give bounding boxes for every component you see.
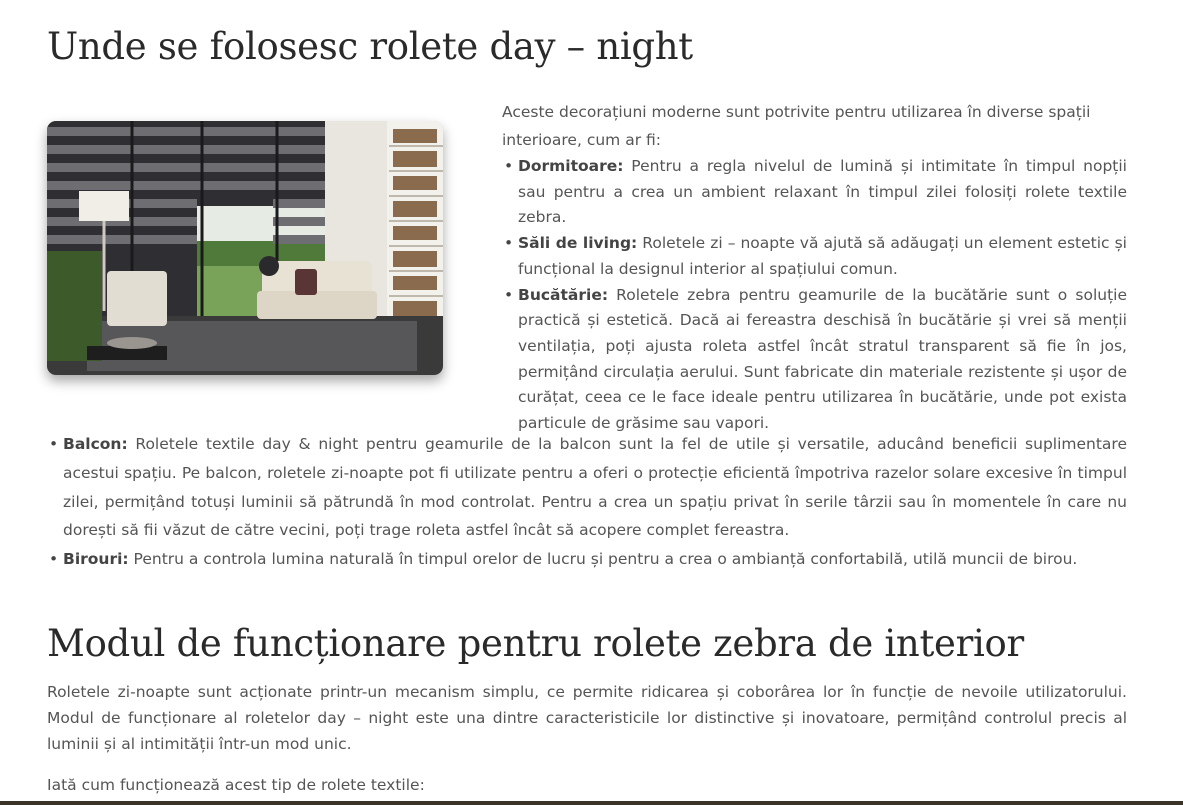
list-item-kitchen: • Bucătărie: Roletele zebra pentru geamurile de la bucătărie sunt o soluție practică și estetică. Dacă ai fereastra deschisă în bucătărie și vrei să menții ventilația, poți ajusta roleta astfel încât stratul transparent să fie în jos, permițând circulația aerului. Sunt fabricate din materiale rezistente și ușor de curățat, ceea ce le face ideale pentru utilizarea în bucătărie, unde pot exista particule de grăsime sau vapori. [502,283,1127,437]
bottom-edge-bar [0,801,1183,805]
section-title-operation: Modul de funcționare pentru rolete zebra de interior [47,622,1024,665]
usage-list-full [47,430,1127,574]
usage-list-side [502,154,1127,437]
operation-lead: Iată cum funcționează acest tip de rolete textile: [47,776,425,794]
operation-paragraph: Roletele zi-noapte sunt acționate printr-un mecanism simplu, ce permite ridicarea și coborârea lor în funcție de nevoile utilizatorului. Modul de funcționare al roletelor day – night este una dintre caracteristicile lor distinctive și inovatoare, permițând controlul precis al luminii și al intimității într-un mod unic. [47,683,1127,753]
section-title-usage: Unde se folosesc rolete day – night [47,25,693,68]
list-item-bedrooms: • Dormitoare: Pentru a regla nivelul de lumină și intimitate în timpul nopții sau pentru a crea un ambient relaxant în timpul zilei folosiți rolete textile zebra. [502,154,1127,231]
room-photo [47,121,443,375]
usage-intro: Aceste decorațiuni moderne sunt potrivite pentru utilizarea în diverse spații interioare, cum ar fi: [502,103,1091,149]
list-item-balcony: • Balcon: Roletele textile day & night pentru geamurile de la balcon sunt la fel de utile și versatile, aducând beneficii suplimentare acestui spațiu. Pe balcon, roletele zi-noapte pot fi utilizate pentru a oferi o protecție eficientă împotriva razelor solare excesive în timpul zilei, permițând totuși luminii să pătrundă în mod controlat. Pentru a crea un spațiu privat în serile târzii sau în momentele în care nu dorești să fii văzut de către vecini, poți trage roleta astfel încât să acopere complet fereastra. [47,430,1127,545]
list-item-offices: • Birouri: Pentru a controla lumina naturală în timpul orelor de lucru și pentru a crea o ambianță confortabilă, utilă muncii de birou. [47,545,1127,574]
usage-intro-column [502,98,1127,437]
living-room-zebra-blinds-image [47,121,443,375]
list-item-living-rooms: • Săli de living: Roletele zi – noapte vă ajută să adăugați un element estetic și funcțional la designul interior al spațiului comun. [502,231,1127,282]
